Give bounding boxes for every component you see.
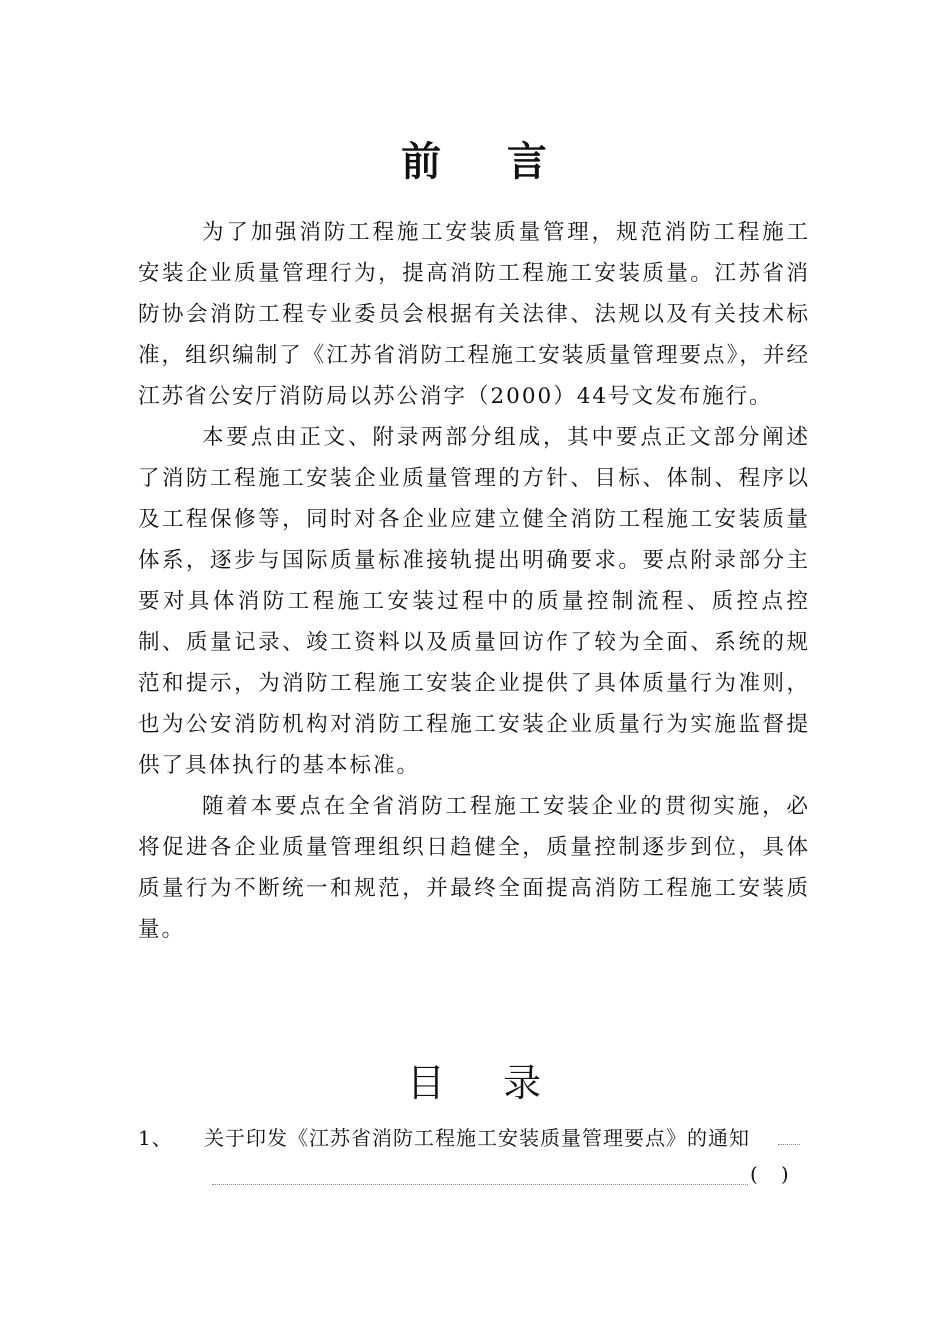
preface-paragraph-3: 随着本要点在全省消防工程施工安装企业的贯彻实施，必将促进各企业质量管理组织日趋健全，质量控制逐步到位，具体质量行为不断统一和规范，并最终全面提高消防工程施工安装质量。 xyxy=(138,794,810,942)
preface-paragraph-1: 为了加强消防工程施工安装质量管理，规范消防工程施工安装企业质量管理行为，提高消防工程施工安装质量。江苏省消防协会消防工程专业委员会根据有关法律、法规以及有关技术标准，组织编制了《江苏省消防工程施工安装质量管理要点》，并经江苏省公安厅消防局以苏公消字（2000）44号文发布施行。 xyxy=(138,220,810,409)
toc-leader-dots xyxy=(212,1184,748,1185)
toc-entry-number: 1、 xyxy=(138,1126,173,1150)
toc-entry[interactable] xyxy=(138,1122,810,1202)
toc-entry-page: ( ) xyxy=(750,1162,790,1186)
toc-leader-dots xyxy=(778,1144,800,1145)
preface-body xyxy=(138,212,810,950)
preface-title: 前 言 xyxy=(401,138,549,185)
toc-entry-title: 关于印发《江苏省消防工程施工安装质量管理要点》的通知 xyxy=(204,1126,750,1150)
toc-title: 目 录 xyxy=(406,1061,544,1105)
preface-paragraph-2: 本要点由正文、附录两部分组成，其中要点正文部分阐述了消防工程施工安装企业质量管理的方针、目标、体制、程序以及工程保修等，同时对各企业应建立健全消防工程施工安装质量体系，逐步与国际质量标准接轨提出明确要求。要点附录部分主要对具体消防工程施工安装过程中的质量控制流程、质控点控制、质量记录、竣工资料以及质量回访作了较为全面、系统的规范和提示，为消防工程施工安装企业提供了具体质量行为准则，也为公安消防机构对消防工程施工安装企业质量行为实施监督提供了具体执行的基本标准。 xyxy=(138,425,810,778)
